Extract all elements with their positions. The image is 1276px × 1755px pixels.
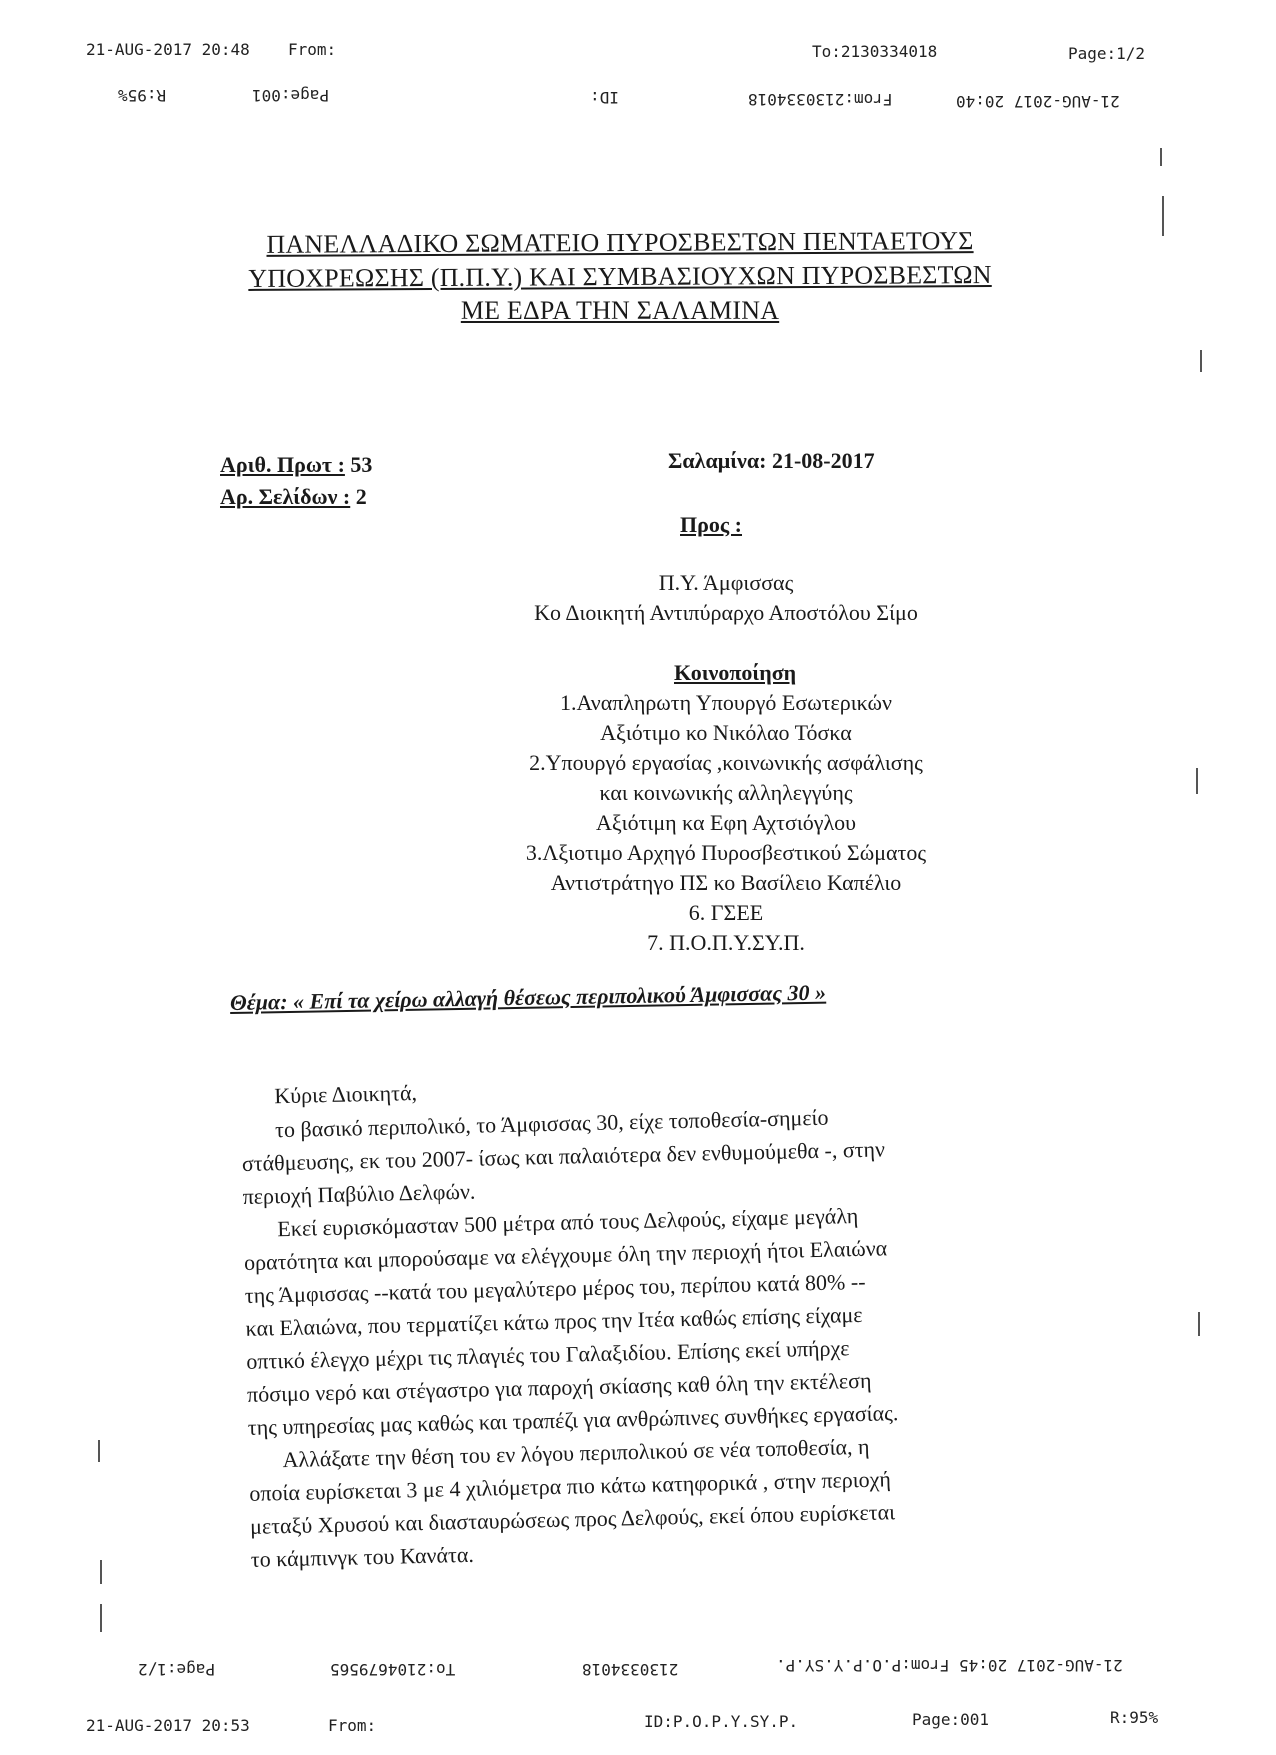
cc-line-4: και κοινωνικής αλληλεγγύης	[599, 780, 853, 805]
fax-footer-inverted-from-number: 2130334018	[582, 1660, 679, 1679]
fax-inverted-from: From:2130334018	[748, 90, 893, 109]
cc-line-7: Αντιστράτηγο ΠΣ κο Βασίλειο Καπέλιο	[550, 870, 902, 895]
pages-value: 2	[355, 484, 367, 509]
protocol-number	[220, 452, 372, 478]
fax-header-datetime: 21-AUG-2017 20:48	[86, 40, 250, 59]
letterhead-line-1: ΠΑΝΕΛΛΑΔΙΚΟ ΣΩΜΑΤΕΙΟ ΠΥΡΟΣΒΕΣΤΩΝ ΠΕΝΤΑΕΤΟΥΣ	[266, 226, 974, 259]
recipient-line-2: Κο Διοικητή Αντιπύραρχο Αποστόλου Σίμο	[534, 600, 918, 625]
fax-footer-inverted-to: To:2104679565	[330, 1660, 456, 1679]
cc-label: Κοινοποίηση	[674, 660, 797, 685]
scan-mark	[1162, 196, 1164, 236]
cc-line-3: 2.Υπουργό εργασίας ,κοινωνικής ασφάλισης	[529, 750, 923, 775]
body-line: οπτικό έλεγχο μέχρι τις πλαγιές του Γαλαξιδίου. Επίσης εκεί υπήρχε	[246, 1335, 850, 1374]
page-count	[220, 484, 367, 510]
scan-mark	[100, 1560, 102, 1584]
fax-footer-datetime: 21-AUG-2017 20:53	[86, 1716, 250, 1735]
body-line: οποία ευρίσκεται 3 με 4 χιλιόμετρα πιο κάτω κατηφορικά , στην περιοχή	[249, 1466, 892, 1506]
cc-line-1: 1.Αναπληρωτη Υπουργό Εσωτερικών	[560, 690, 892, 715]
body-line: μεταξύ Χρυσού και διασταυρώσεως προς Δελφούς, εκεί όπου ευρίσκεται	[249, 1499, 896, 1539]
body-line: της Άμφισσας --κατά του μεγαλύτερο μέρος του, περίπου κατά 80% --	[244, 1268, 866, 1308]
body-line: στάθμευσης, εκ του 2007- ίσως και παλαιότερα δεν ενθυμούμεθα -, στην	[241, 1136, 886, 1176]
fax-footer-from-label: From:	[328, 1716, 377, 1735]
letterhead-line-2: ΥΠΟΧΡΕΩΣΗΣ (Π.Π.Υ.) ΚΑΙ ΣΥΜΒΑΣΙΟΥΧΩΝ ΠΥΡΟΣΒΕΣΤΩΝ	[248, 260, 992, 293]
fax-footer-inverted-page: Page:1/2	[138, 1660, 216, 1679]
recipient-line-1: Π.Υ. Άμφισσας	[658, 570, 794, 595]
fax-inverted-resolution: R:95%	[118, 86, 167, 105]
fax-footer-id: ID:P.O.P.Y.SY.P.	[644, 1712, 799, 1731]
cc-line-2: Αξιότιμο κο Νικόλαο Τόσκα	[600, 720, 852, 745]
scan-mark	[1200, 350, 1202, 372]
fax-header-from-label: From:	[288, 40, 337, 59]
pages-label: Αρ. Σελίδων :	[220, 484, 351, 509]
cc-line-9: 7. Π.Ο.Π.Υ.ΣΥ.Π.	[647, 930, 805, 955]
cc-line-5: Αξιότιμη κα Εφη Αχτσιόγλου	[595, 810, 857, 835]
body-line: περιοχή Παβύλιο Δελφών.	[242, 1178, 476, 1209]
fax-header-to: To:2130334018	[812, 42, 938, 61]
fax-header-page: Page:1/2	[1068, 44, 1146, 63]
body-line: Αλλάξατε την θέση του εν λόγου περιπολικού σε νέα τοποθεσία, η	[282, 1433, 870, 1473]
body-line: πόσιμο νερό και στέγαστρο για παροχή σκίασης καθ όλη την εκτέλεση	[246, 1367, 872, 1407]
scan-mark	[1196, 768, 1198, 794]
fax-footer-resolution: R:95%	[1110, 1708, 1159, 1727]
body-line: ορατότητα και μπορούσαμε να ελέγχουμε όλη την περιοχή ήτοι Ελαιώνα	[243, 1235, 888, 1275]
letterhead-line-3: ΜΕ ΕΔΡΑ ΤΗΝ ΣΑΛΑΜΙΝΑ	[460, 296, 780, 325]
scan-mark	[1198, 1312, 1200, 1336]
place-date: Σαλαμίνα: 21-08-2017	[668, 448, 875, 473]
fax-footer-page: Page:001	[912, 1710, 990, 1729]
scan-mark	[100, 1604, 102, 1632]
protocol-label: Αριθ. Πρωτ :	[220, 452, 345, 477]
body-line: της υπηρεσίας μας καθώς και τραπέζι για ανθρώπινες συνθήκες εργασίας.	[247, 1400, 899, 1440]
fax-inverted-id: ID:	[590, 88, 619, 107]
fax-inverted-datetime: 21-AUG-2017 20:40	[956, 92, 1120, 111]
subject: Θέμα: « Επί τα χείρω αλλαγή θέσεως περιπολικού Άμφισσας 30 »	[229, 979, 827, 1015]
body-line: και Ελαιώνα, που τερματίζει κάτω προς την Ιτέα καθώς επίσης είχαμε	[245, 1301, 863, 1341]
letter-body	[240, 1062, 1031, 1576]
salutation: Κύριε Διοικητά,	[274, 1079, 418, 1109]
fax-footer-inverted-date-from: 21-AUG-2017 20:45 From:P.O.P.Y.SY.P.	[776, 1656, 1123, 1675]
body-line: το βασικό περιπολικό, το Άμφισσας 30, είχε τοποθεσία-σημείο	[274, 1104, 829, 1143]
to-label: Προς :	[680, 512, 742, 537]
fax-inverted-page: Page:001	[252, 86, 330, 105]
cc-line-8: 6. ΓΣΕΕ	[688, 900, 764, 925]
body-line: Εκεί ευρισκόμασταν 500 μέτρα από τους Δελφούς, είχαμε μεγάλη	[277, 1203, 859, 1242]
scan-mark	[1160, 148, 1162, 166]
scan-mark	[98, 1440, 100, 1462]
body-line: το κάμπινγκ του Κανάτα.	[250, 1541, 475, 1572]
protocol-value: 53	[350, 452, 373, 477]
cc-line-6: 3.Λξιοτιμο Αρχηγό Πυροσβεστικού Σώματος	[525, 840, 927, 865]
